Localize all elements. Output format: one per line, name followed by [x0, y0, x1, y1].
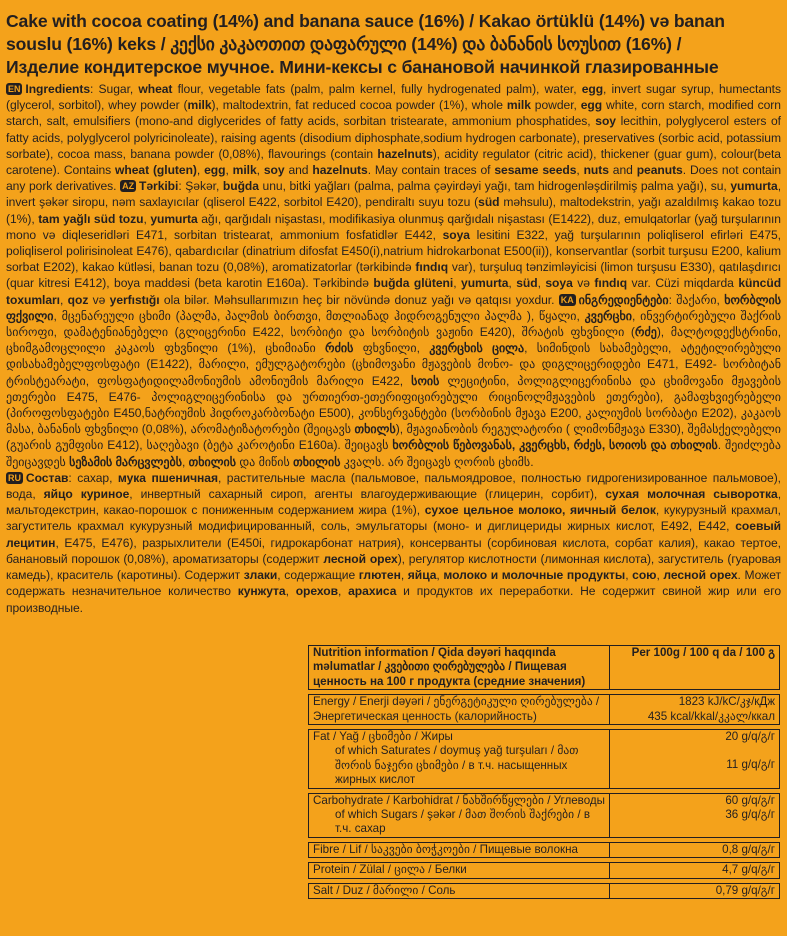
allergen: злаки: [243, 568, 278, 583]
lang-badge-ka: KA: [560, 294, 574, 305]
ru-text: ), регулятор кислотности (лимонная кислота), загуститель (гуаровая камедь), краситель (каротины). Содержит: [6, 551, 781, 583]
allergen: орехов: [295, 584, 338, 599]
nutrition-table: [308, 645, 780, 899]
allergen: soya: [442, 227, 470, 242]
allergen: арахиса: [348, 584, 397, 599]
fat-value: 20 g/q/გ/г: [725, 730, 775, 744]
allergen: hazelnuts: [377, 146, 433, 161]
allergen: milk: [232, 163, 257, 178]
allergen: ხორბლის წებოვანას, კვერცხს, რძეს, სოიოს და თხილის: [392, 438, 718, 453]
allergen: soy: [595, 114, 616, 129]
protein-value: 4,7 g/q/გ/г: [610, 863, 780, 878]
allergen: milk: [187, 98, 212, 113]
az-text: ,: [508, 276, 517, 291]
en-text: ,: [225, 163, 233, 178]
fibre-value: 0,8 g/q/გ/г: [610, 842, 780, 857]
energy-kcal: 435 kcal/kkal/კკალ/ккал: [647, 709, 775, 723]
ru-text: , кукурузный крахмал, загуститель крахмал кукурузный модифицированный, соль, эмульгаторы (моно- и диглицериды жирных кислот, E492, E442,: [6, 503, 781, 534]
nutrition-row-salt: [309, 883, 780, 898]
energy-value: [610, 695, 780, 725]
ka-text: , ინვერტირებული შაქრის სიროფი, დამატენიანებელი (გლიცერინი E422, სორბიტი და სორბიტის ვაჟინი E420), შრატის ფხვნილი (: [6, 308, 781, 340]
carb-label: [309, 793, 610, 837]
energy-kj: 1823 kJ/kC/კჯ/кДж: [678, 695, 775, 709]
nutrition-header-row: [309, 646, 780, 690]
nutrition-row-carb: [309, 793, 780, 837]
allergen: лесной орех: [323, 551, 398, 566]
allergen: мука пшеничная: [117, 470, 218, 485]
sugars-label: of which Sugars / şəkər / მათ შორის შაქრები / в т.ч. сахар: [335, 808, 591, 836]
allergen: süd: [478, 195, 500, 210]
allergen: яйцо куриное: [43, 487, 130, 502]
allergen: süd: [516, 276, 538, 291]
allergen: egg: [581, 82, 604, 96]
allergen: qoz: [67, 292, 89, 307]
en-text: flour, vegetable fats (palm, palm kernel, fully hydrogenated palm), water,: [172, 82, 582, 96]
allergen: yumurta: [730, 179, 778, 194]
en-text: and: [608, 163, 637, 178]
salt-label: Salt / Duz / მარილი / Соль: [309, 883, 610, 898]
allergen: yerfıstığı: [109, 292, 160, 307]
allergen: რძის: [325, 341, 354, 356]
ru-text: и продуктов их переработки. Не содержит свиной жир или его производные.: [6, 584, 781, 615]
allergen: yumurta: [461, 276, 509, 291]
fibre-label: Fibre / Lif / საკვები ბოჭკოები / Пищевые волокна: [309, 842, 610, 857]
allergen: сою: [632, 568, 657, 583]
ka-section: [6, 293, 781, 469]
allergen: wheat: [138, 82, 173, 96]
ka-heading: ინგრედიენტები: [578, 292, 669, 307]
en-text: . May contain traces of: [367, 163, 495, 178]
allergen: глютен: [358, 568, 401, 583]
allergen: თხილის: [293, 454, 341, 469]
allergen: კვერცხი: [584, 308, 632, 323]
en-text: ,: [256, 163, 264, 178]
ka-text: . შეიძლება შეიცავდეს: [6, 438, 781, 469]
az-text: məhsulu), maltodekstrin, yağı azaldılmış kakao tozu (1%),: [6, 195, 781, 226]
ka-text: ), მალტოდექსტრინი, ცხიმგამოცლილი კაკაოს ფხვნილი (1%), ცხიმიანი: [6, 325, 782, 356]
en-text: , invert sugar syrup, humectants (glycerol, sorbitol), whey powder (: [6, 82, 781, 113]
en-text: and: [284, 163, 313, 178]
energy-label: Energy / Enerji dəyəri / ენერგეტიკული ღირებულება / Энергетическая ценность (калорийность): [309, 695, 610, 725]
allergen: კვერცხის ცილა: [429, 341, 525, 356]
ru-text: ,: [625, 568, 633, 583]
ru-text: ,: [285, 584, 296, 599]
az-text: ola bilər. Məhsullarımızın heç bir növündə donuz yağı və qatqısı yoxdur.: [159, 292, 555, 307]
ingredients-block: [6, 81, 781, 470]
carb-values: [610, 793, 780, 837]
en-text: ), acidity regulator (citric acid), thickener (guar gum), colour(beta carotene). Contains: [6, 146, 781, 178]
az-text: ,: [537, 276, 546, 291]
allergen: nuts: [583, 163, 609, 178]
ka-text: ,: [181, 454, 189, 469]
nutrition-row-protein: [309, 863, 780, 878]
ru-text: , мальтодекстрин, какао-порошок с пониженным содержанием жира (1%),: [6, 487, 782, 518]
ru-text: , E475, E476), разрыхлители (E450i, гидрокарбонат натрия), консерванты (сорбиновая кислота, сорбат калия), какао тертое, банановый порошок (0,08%), ароматизаторы (содержит: [6, 535, 781, 566]
ka-text: : შაქარი,: [668, 292, 725, 307]
allergen: fındıq: [415, 260, 449, 275]
allergen: milk: [506, 98, 531, 113]
allergen: лесной орех: [663, 568, 738, 583]
title-line-2: souslu (16%) keks / კექსი კაკაოთით დაფარული (14%) და ბანანის სოუსით (16%) /: [6, 34, 682, 54]
az-text: var. Cüzi miqdarda: [627, 276, 739, 291]
az-text: , invert şəkər siropu, nəm saxlayıcılar (qliserol E422, sorbitol E420), pendiraltı suyu tozu (: [6, 179, 781, 210]
az-text: ,: [143, 211, 151, 226]
allergen: соевый лецитин: [6, 519, 781, 550]
az-text: ,: [59, 292, 68, 307]
az-text: lesitini E322, yağ turşularının poliqliserol efirləri E475, poliqliserol polirisinoleat E476), qabardıcılar (dinatrium difosfat E450(i),natrium hidrokarbonat E500(ii)), konservantlar (sorbit turşusu E200, kalium sorbat E202), kakao kütləsi, banan tozu (0,08%), aromatizatorlar (tərkibində: [6, 227, 781, 275]
en-text: . Does not contain any pork derivatives.: [6, 163, 782, 194]
allergen: fındıq: [594, 276, 628, 291]
az-text: unu, bitki yağları (palma, palma çəyirdəyi yağı, tam hidrogenləşdirilmiş palma yağı), su,: [258, 179, 731, 194]
en-text: ,: [576, 163, 584, 178]
en-text: : Sugar,: [90, 82, 139, 96]
en-section: [6, 82, 781, 193]
allergen: sesame seeds: [494, 163, 577, 178]
allergen: buğda: [222, 179, 259, 194]
allergen: сухое цельное молоко, яичный белок: [424, 503, 656, 518]
ka-text: , მცენარეული ცხიმი (პალმა, პალმის ბირთვი, მთლიანად ჰიდროგენული პალმა ), წყალი,: [53, 308, 585, 323]
allergen: თხილის: [188, 454, 237, 469]
allergen: hazelnuts: [312, 163, 368, 178]
allergen: yumurta: [150, 211, 198, 226]
allergen: სოის: [411, 373, 440, 388]
en-text: powder,: [530, 98, 581, 113]
ka-text: , სიმინდის სახამებელი, ატეტილირებული დისახამებელფოსფატი (E1422), მარილი, ემულგატორები (ცხიმოვანი მჟავების მონო- და დიგლიცერიდები E471, E492- სორბიტან ტრისტეარატი, ფოსფატიდილამონიუმის ამონიუმის მარილი E422,: [6, 341, 782, 388]
nutrition-row-fat: [309, 730, 780, 789]
fat-values: [610, 730, 780, 789]
allergen: wheat (gluten): [115, 163, 197, 178]
ru-heading: Состав: [25, 470, 69, 485]
en-text: white, corn starch, modified corn starch, salt, emulsifiers (mono-and diglycerides of fatty acids, sorbitan tristearate, ammonium phosphatides,: [6, 98, 781, 129]
ka-text: ფხვნილი,: [353, 341, 430, 356]
en-text: ), maltodextrin, fat reduced cocoa powder (1%), whole: [211, 98, 507, 113]
allergen: egg: [204, 163, 226, 178]
nutrition-header-per100: Per 100g / 100 q da / 100 გ: [610, 646, 780, 690]
az-text: və: [88, 292, 110, 307]
allergen: buğda glüteni: [373, 276, 454, 291]
ka-text: კვალს. არ შეიცავს ღორის ცხიმს.: [340, 454, 534, 469]
lang-badge-az: AZ: [122, 181, 135, 192]
allergen: სეზამის მარცვლებს: [69, 454, 182, 469]
salt-value: 0,79 g/q/გ/г: [610, 883, 780, 898]
en-text: ,: [196, 163, 205, 178]
az-text: var), turşuluq tənzimləyicisi (limon turşusu E330), qatılaşdırıcı (quar kitresi E412), boya maddəsi (beta karotin E160a). Tərkibində: [6, 260, 781, 291]
protein-label: Protein / Zülal / ცილა / Белки: [309, 863, 610, 878]
allergen: რძე: [634, 325, 657, 340]
ru-text: ,: [436, 568, 444, 583]
ka-text: ლეციტინი, პოლიგლიცერინისა და ცხიმოვანი მჟავების ეთერები E475, E476- პოლიგლიცერინისა და ურთიერთ-ეთერიფიცირებული რიცინოლმჟავების ეთერები), გამაფხვიერებელი (პიროფოსფატები E450,ნატრიუმის ჰიდროკარბონატი E500), კონსერვანტები (სორბინის მჟავა E200, კალიუმის სორბატი E202), კაკაოს მასა, ბანანის ფხვნილი (0,08%), არომატიზატორები (შეიცავს: [6, 373, 781, 437]
allergen: egg: [580, 98, 603, 113]
ka-text: ), მჟავიანობის რეგულატორი ( ლიმონმჟავა E330), შემასქელებელი (გუარის გუმფისი E412), საღებავი (ბეტა კაროტინი E160a). შეიცავს: [6, 422, 781, 453]
az-text: ağı, qarğıdalı nişastası, modifikasiya olunmuş qarğıdalı nişastası (E1422), duz, emulqatorlar (yağ turşularının mono və diqleseridləri E471, sorbitan tristearat, ammonium fosfatidlər E442,: [6, 211, 781, 242]
ru-text: , инвертный сахарный сироп, агенты влагоудерживающие (глицерин, сорбит),: [129, 487, 606, 502]
allergen: ხორბლის ფქვილი: [6, 292, 782, 323]
title-line-1: Cake with cocoa coating (14%) and banana sauce (16%) / Kakao örtüklü (14%) və banan: [6, 11, 725, 31]
lang-badge-ru: RU: [8, 472, 21, 483]
product-title: [6, 10, 781, 79]
en-heading: Ingredients: [25, 82, 91, 96]
lang-badge-en: EN: [8, 84, 21, 94]
allergen: თხილს: [354, 422, 396, 437]
fat-label: [309, 730, 610, 789]
allergen: молоко и молочные продукты: [443, 568, 626, 583]
fat-label-text: Fat / Yağ / ცხიმები / Жиры: [313, 730, 453, 744]
ru-text: , содержащие: [277, 568, 359, 583]
carb-value: 60 g/q/გ/г: [725, 793, 775, 807]
ru-section: [6, 470, 781, 616]
ru-text: ,: [656, 568, 664, 583]
en-text: lecithin, polyglycerol esters of fatty acids, polyglycerol polyricinoleate), raising agents (disodium diphosphate,sodium hydrogen carbonate), preservatives (sorbic acid, potassium sorbate), cocoa mass, banana powder (0,08%), flavourings (contain: [6, 114, 781, 161]
sugars-value: 36 g/q/გ/г: [725, 808, 775, 822]
az-section: [6, 179, 781, 306]
allergen: сухая молочная сыворотка: [605, 487, 778, 502]
allergen: peanuts: [636, 163, 683, 178]
az-text: və: [572, 276, 595, 291]
ru-text: : сахар,: [68, 470, 118, 485]
ru-text: . Может содержать незначительное количество: [6, 568, 781, 599]
saturates-label: of which Saturates / doymuş yağ turşuları / მათ შორის ნაჯერი ცხიმები / в т.ч. насыщенных жирных кислот: [335, 744, 579, 787]
az-text: : Şəkər,: [178, 179, 223, 194]
allergen: soy: [263, 163, 285, 178]
carb-label-text: Carbohydrate / Karbohidrat / ნახშირწყლები / Углеводы: [313, 793, 605, 807]
allergen: яйца: [407, 568, 437, 583]
nutrition-header-label: Nutrition information / Qida dəyəri haqqında məlumatlar / კვებითი ღირებულება / Пищевая ценность на 100 г продукта (средние значения): [309, 646, 610, 690]
allergen: küncüd toxumları: [6, 276, 782, 307]
ru-text: , растительные масла (пальмовое, пальмоядровое, полностью гидрогенизированное пальмовое), вода,: [6, 470, 781, 502]
nutrition-row-fibre: [309, 842, 780, 857]
nutrition-row-energy: [309, 695, 780, 725]
saturates-value: 11 g/q/გ/г: [726, 758, 775, 772]
title-line-3: Изделие кондитерское мучное. Мини-кексы с банановой начинкой глазированные: [6, 57, 719, 77]
allergen: soya: [545, 276, 573, 291]
allergen: tam yağlı süd tozu: [38, 211, 144, 226]
ru-text: ,: [400, 568, 408, 583]
ru-text: ,: [338, 584, 349, 599]
az-heading: Tərkibi: [139, 179, 179, 194]
allergen: кунжута: [237, 584, 286, 599]
az-text: ,: [453, 276, 462, 291]
ka-text: და მიწის: [236, 454, 294, 469]
